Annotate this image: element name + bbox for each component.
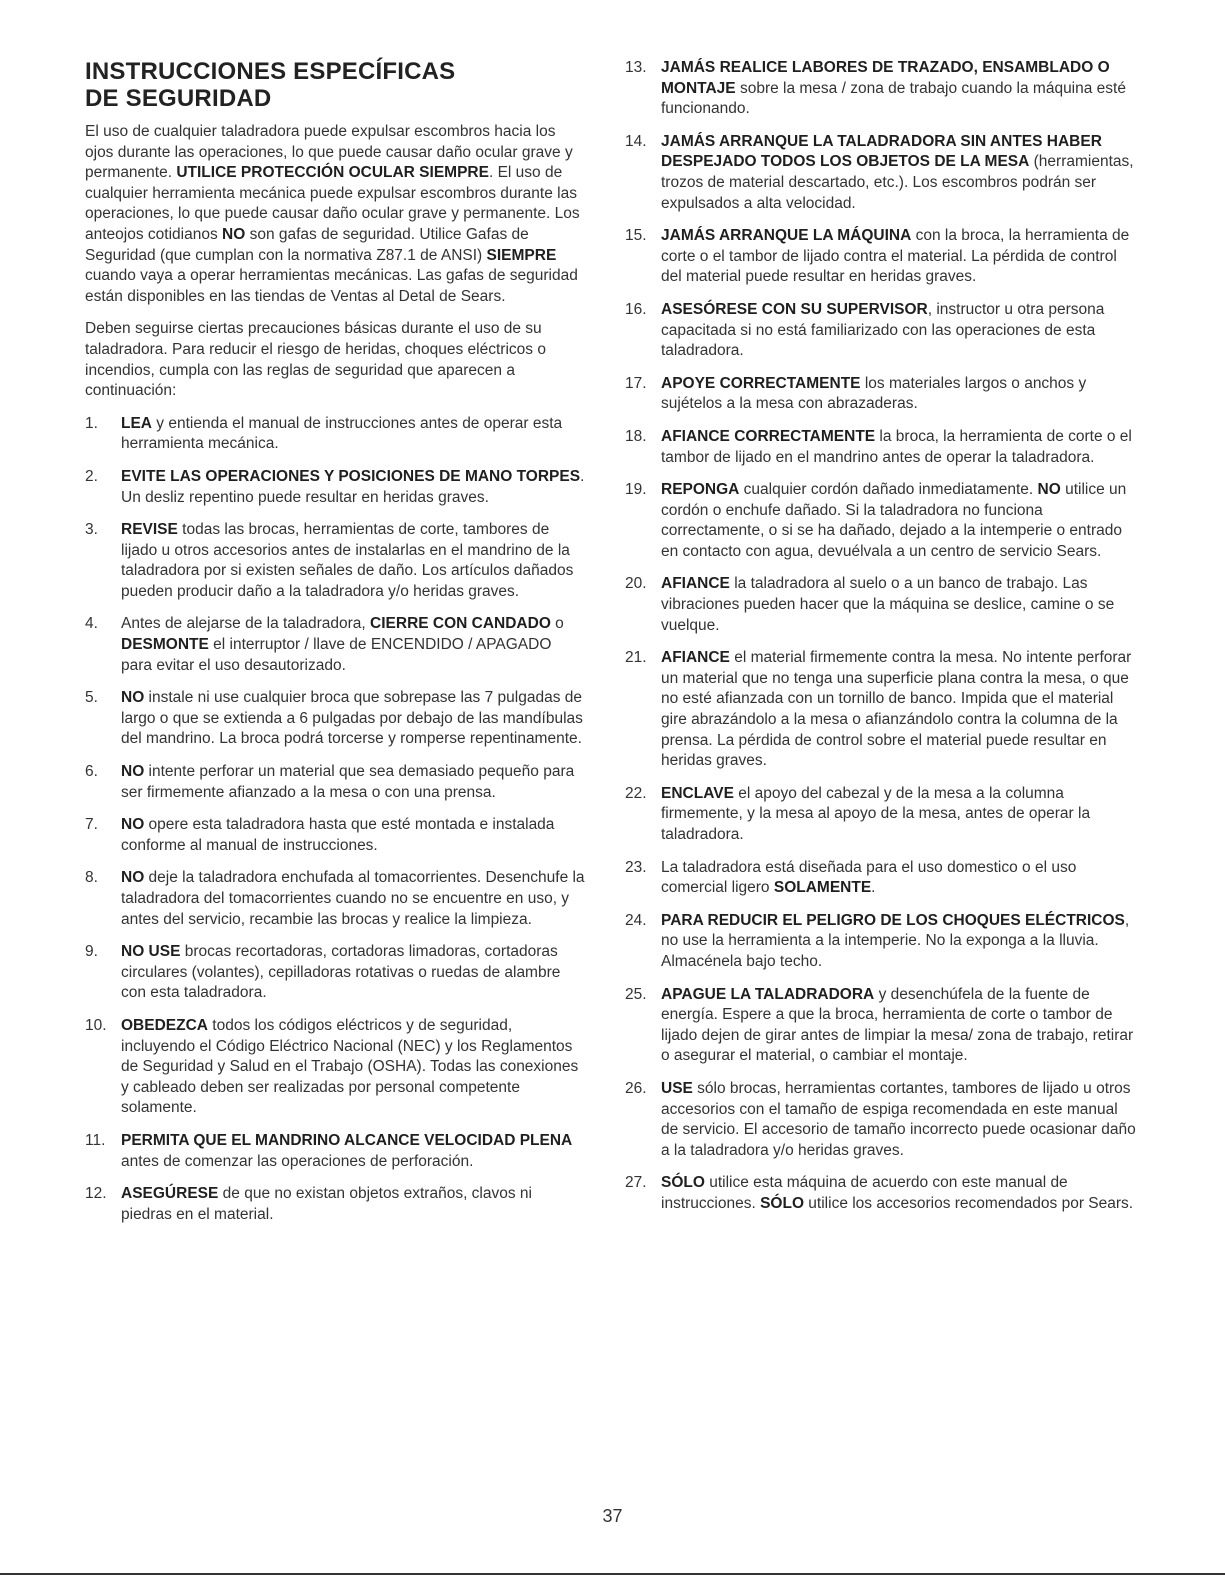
item-text xyxy=(661,133,1134,212)
safety-list-item xyxy=(625,374,1137,415)
body-text: y desenchúfela de la fuente de energía. Espere a que la broca, herramienta de corte o tambor de lijado dejen de girar antes de limpiar la mesa/ zona de trabajo, retirar o asegurar el material, o cambiar el montaje. xyxy=(661,985,1134,1065)
emphasis-text: NO xyxy=(121,869,145,887)
body-text: antes de comenzar las operaciones de perforación. xyxy=(121,1152,474,1170)
emphasis-text: ENCLAVE xyxy=(661,784,734,802)
safety-list-item xyxy=(625,132,1137,214)
body-text: sobre la mesa / zona de trabajo cuando la máquina esté funcionando. xyxy=(661,79,1126,118)
emphasis-text: SÓLO xyxy=(661,1174,705,1192)
body-text: , instructor u otra persona capacitada si no está familiarizado con las operaciones de esta taladradora. xyxy=(661,300,1105,360)
left-column xyxy=(85,58,585,1237)
body-text: intente perforar un material que sea demasiado pequeño para ser firmemente afianzado a la mesa o con una prensa. xyxy=(121,763,575,801)
item-number: 17. xyxy=(625,374,647,392)
safety-list-item xyxy=(85,520,585,602)
emphasis-text: SIEMPRE xyxy=(486,246,557,264)
safety-list-item xyxy=(625,300,1137,362)
safety-list-left xyxy=(85,414,585,1226)
body-text: opere esta taladradora hasta que esté montada e instalada conforme al manual de instrucciones. xyxy=(121,816,555,854)
body-text: utilice un cordón o enchufe dañado. Si la taladradora no funciona correctamente, o si se ha dañado, dejado a la intemperie o entrado en contacto con agua, devuélvala a un centro de servicio Sears. xyxy=(661,481,1127,560)
safety-list-item xyxy=(625,911,1137,973)
item-text xyxy=(121,1017,578,1116)
safety-list-item xyxy=(85,942,585,1004)
body-text: utilice esta máquina de acuerdo con este manual de instrucciones. xyxy=(661,1174,1068,1212)
body-text: brocas recortadoras, cortadoras limadoras, cortadoras circulares (volantes), cepilladoras rotativas o ruedas de alambre con esta taladradora. xyxy=(121,943,561,1002)
body-text: los materiales largos o anchos y sujételos a la mesa con abrazaderas. xyxy=(661,374,1087,413)
item-text xyxy=(121,763,574,801)
intro-paragraphs xyxy=(85,122,585,402)
item-number: 9. xyxy=(85,943,98,961)
safety-list-right xyxy=(625,58,1137,1215)
body-text: (herramientas, trozos de material descartado, etc.). Los escombros podrán ser expulsados a alta velocidad. xyxy=(661,153,1134,212)
item-text xyxy=(121,816,554,854)
item-number: 1. xyxy=(85,414,98,432)
item-number: 20. xyxy=(625,575,647,593)
safety-list-item xyxy=(85,614,585,676)
emphasis-text: SOLAMENTE xyxy=(773,879,872,897)
item-text xyxy=(121,1185,532,1223)
emphasis-text: NO xyxy=(121,763,145,781)
item-number: 3. xyxy=(85,521,98,539)
intro-paragraph xyxy=(85,319,585,401)
body-text: cuando vaya a operar herramientas mecánicas. Las gafas de seguridad están disponibles en las tiendas de Ventas al Detal de Sears. xyxy=(85,267,578,305)
item-number: 7. xyxy=(85,816,98,834)
item-number: 26. xyxy=(625,1079,647,1097)
safety-list-item xyxy=(85,868,585,930)
item-number: 4. xyxy=(85,615,98,633)
body-text: de que no existan objetos extraños, clavos ni piedras en el material. xyxy=(121,1185,532,1223)
item-number: 22. xyxy=(625,784,647,802)
item-text xyxy=(121,869,585,927)
emphasis-text: CIERRE CON CANDADO xyxy=(370,615,551,633)
safety-list-item xyxy=(625,985,1137,1067)
bottom-rule xyxy=(0,1573,1225,1575)
item-text xyxy=(661,859,1076,897)
body-text: , no use la herramienta a la intemperie. No la exponga a la lluvia. Almacénela bajo techo. xyxy=(661,911,1130,970)
body-text: sólo brocas, herramientas cortantes, tambores de lijado u otros accesorios con el tamaño de espiga recomendada en este manual de servicio. El accesorio de tamaño incorrecto puede ocasionar daño a la taladradora y/o heridas graves. xyxy=(661,1079,1136,1159)
section-title xyxy=(85,58,585,112)
safety-list-item xyxy=(625,784,1137,846)
body-text: el interruptor / llave de ENCENDIDO / APAGADO para evitar el uso desautorizado. xyxy=(121,636,552,674)
item-number: 13. xyxy=(625,59,647,76)
page-number: 37 xyxy=(602,1506,623,1526)
item-text xyxy=(121,468,584,506)
safety-list-item xyxy=(625,574,1137,636)
body-text: Deben seguirse ciertas precauciones básicas durante el uso de su taladradora. Para reducir el riesgo de heridas, choques eléctricos o incendios, cumpla con las reglas de seguridad que aparecen a continuación: xyxy=(85,320,546,400)
body-text: . xyxy=(871,879,876,897)
emphasis-text: APAGUE LA TALADRADORA xyxy=(661,985,875,1003)
item-text xyxy=(661,428,1132,466)
emphasis-text: PARA REDUCIR EL PELIGRO DE LOS CHOQUES ELÉCTRICOS xyxy=(661,911,1125,929)
item-text xyxy=(661,1080,1136,1159)
body-text: todas las brocas, herramientas de corte, tambores de lijado u otros accesorios antes de instalarlas en el mandrino de la taladradora por si existen señales de daño. Los artículos dañados pueden producir daño a la taladradora y/o heridas graves. xyxy=(121,521,574,600)
body-text: y entienda el manual de instrucciones antes de operar esta herramienta mecánica. xyxy=(121,414,563,453)
item-text xyxy=(661,481,1126,560)
body-text: . El uso de cualquier herramienta mecánica puede expulsar escombros durante las operaciones, lo que puede causar daño ocular grave y permanente. Los anteojos cotidianos xyxy=(85,164,580,243)
emphasis-text: AFIANCE xyxy=(661,575,730,593)
emphasis-text: UTILICE PROTECCIÓN OCULAR SIEMPRE xyxy=(176,164,489,182)
item-text xyxy=(661,227,1129,285)
body-text: la taladradora al suelo o a un banco de trabajo. Las vibraciones pueden hacer que la máquina se deslice, camine o se vuelque. xyxy=(661,575,1115,634)
item-text xyxy=(121,521,573,600)
body-text: todos los códigos eléctricos y de seguridad, incluyendo el Código Eléctrico Nacional (NEC) y los Reglamentos de Seguridad y Salud en el Trabajo (OSHA). Todas las conexiones y cableado deben ser realizadas por personal competente solamente. xyxy=(121,1016,579,1117)
item-text xyxy=(661,375,1086,413)
item-text xyxy=(661,59,1126,117)
item-number: 25. xyxy=(625,985,647,1003)
emphasis-text: NO xyxy=(1037,481,1061,499)
body-text: . Un desliz repentino puede resultar en heridas graves. xyxy=(121,467,585,506)
item-number: 23. xyxy=(625,858,647,876)
body-text: utilice los accesorios recomendados por Sears. xyxy=(804,1194,1134,1212)
emphasis-text: OBEDEZCA xyxy=(121,1016,208,1034)
item-number: 15. xyxy=(625,227,647,245)
item-text xyxy=(661,649,1131,769)
body-text: deje la taladradora enchufada al tomacorrientes. Desenchufe la taladradora del tomacorrientes cuando no se encuentre en uso, y antes del servicio, recambie las brocas y realice la limpieza. xyxy=(121,869,585,928)
safety-list-item xyxy=(85,1184,585,1225)
item-number: 2. xyxy=(85,467,98,485)
emphasis-text: REPONGA xyxy=(661,481,740,499)
body-text: Antes de alejarse de la taladradora, xyxy=(121,615,371,633)
item-text xyxy=(661,986,1133,1065)
item-number: 11. xyxy=(85,1131,106,1149)
item-text xyxy=(661,912,1129,970)
emphasis-text: SÓLO xyxy=(760,1194,804,1212)
body-text: La taladradora está diseñada para el uso domestico o el uso comercial ligero xyxy=(661,858,1077,897)
item-number: 12. xyxy=(85,1185,107,1203)
safety-list-item xyxy=(85,414,585,455)
item-number: 21. xyxy=(625,649,647,667)
safety-list-item xyxy=(625,226,1137,288)
safety-list-item xyxy=(625,1173,1137,1214)
safety-list-item xyxy=(625,480,1137,562)
safety-list-item xyxy=(625,648,1137,772)
emphasis-text: NO USE xyxy=(121,943,181,961)
emphasis-text: USE xyxy=(661,1079,693,1097)
emphasis-text: NO xyxy=(222,225,246,243)
safety-list-item xyxy=(625,58,1137,120)
emphasis-text: NO xyxy=(121,689,145,707)
safety-list-item xyxy=(85,762,585,803)
item-text xyxy=(661,301,1104,359)
emphasis-text: EVITE LAS OPERACIONES Y POSICIONES DE MANO TORPES xyxy=(121,467,581,485)
item-number: 5. xyxy=(85,689,98,707)
emphasis-text: JAMÁS ARRANQUE LA MÁQUINA xyxy=(661,227,912,245)
body-text: o xyxy=(550,615,564,633)
right-column xyxy=(625,58,1137,1227)
body-text: la broca, la herramienta de corte o el tambor de lijado en el mandrino antes de operar la taladradora. xyxy=(661,427,1132,466)
item-text xyxy=(121,689,583,747)
item-number: 8. xyxy=(85,869,98,887)
safety-list-item xyxy=(85,1131,585,1172)
item-number: 19. xyxy=(625,481,647,499)
safety-list-item xyxy=(85,1016,585,1119)
title-line-2: DE SEGURIDAD xyxy=(85,85,272,112)
intro-paragraph xyxy=(85,122,585,307)
body-text: son gafas de seguridad. Utilice Gafas de Seguridad (que cumplan con la normativa Z87.1 de ANSI) xyxy=(85,225,529,264)
item-number: 6. xyxy=(85,763,98,781)
emphasis-text: APOYE CORRECTAMENTE xyxy=(661,374,861,392)
emphasis-text: LEA xyxy=(121,414,152,432)
title-line-1: INSTRUCCIONES ESPECÍFICAS xyxy=(85,58,456,85)
item-text xyxy=(121,415,562,453)
safety-list-item xyxy=(625,1079,1137,1161)
item-text xyxy=(661,575,1114,633)
body-text: el material firmemente contra la mesa. No intente perforar un material que no tenga una superficie plana contra la mesa, o que no esté afianzada con un tornillo de banco. Impida que el material gire abrazándolo a la mesa o afianzándolo contra la columna de la prensa. La pérdida de control sobre el material puede resultar en heridas graves. xyxy=(661,649,1132,770)
body-text: El uso de cualquier taladradora puede expulsar escombros hacia los ojos durante las operaciones, lo que puede causar daño ocular grave y permanente. xyxy=(85,123,573,182)
item-text xyxy=(661,1174,1133,1212)
safety-list-item xyxy=(625,858,1137,899)
emphasis-text: PERMITA QUE EL MANDRINO ALCANCE VELOCIDAD PLENA xyxy=(121,1131,573,1149)
item-number: 10. xyxy=(85,1016,107,1034)
emphasis-text: AFIANCE CORRECTAMENTE xyxy=(661,427,876,445)
body-text: el apoyo del cabezal y de la mesa a la columna firmemente, y la mesa al apoyo de la mesa, antes de operar la taladradora. xyxy=(661,784,1091,843)
item-number: 18. xyxy=(625,427,647,445)
emphasis-text: ASESÓRESE CON SU SUPERVISOR xyxy=(661,300,928,318)
safety-list-item xyxy=(85,688,585,750)
item-text xyxy=(121,1132,572,1170)
body-text: instale ni use cualquier broca que sobrepase las 7 pulgadas de largo o que se extienda a 6 pulgadas por debajo de las mandíbulas del mandrino. La broca podrá torcerse y romperse repentinamente. xyxy=(121,689,583,748)
item-number: 27. xyxy=(625,1174,647,1192)
emphasis-text: ASEGÚRESE xyxy=(121,1185,219,1203)
item-number: 14. xyxy=(625,132,647,150)
emphasis-text: JAMÁS ARRANQUE LA TALADRADORA SIN ANTES HABER DESPEJADO TODOS LOS OBJETOS DE LA MESA xyxy=(661,132,1102,171)
emphasis-text: DESMONTE xyxy=(121,636,209,654)
item-text xyxy=(121,943,560,1001)
safety-list-item xyxy=(625,427,1137,468)
emphasis-text: NO xyxy=(121,816,145,834)
item-number: 24. xyxy=(625,911,647,929)
safety-list-item xyxy=(85,467,585,508)
item-text xyxy=(121,615,564,673)
item-text xyxy=(661,785,1090,843)
body-text: con la broca, la herramienta de corte o el tambor de lijado contra el material. La pérdida de control del material puede resultar en heridas graves. xyxy=(661,227,1130,286)
safety-list-item xyxy=(85,815,585,856)
item-number: 16. xyxy=(625,300,647,318)
emphasis-text: REVISE xyxy=(121,521,178,539)
emphasis-text: JAMÁS REALICE LABORES DE TRAZADO, ENSAMBLADO O MONTAJE xyxy=(661,59,1110,97)
body-text: cualquier cordón dañado inmediatamente. xyxy=(739,481,1038,499)
emphasis-text: AFIANCE xyxy=(661,649,730,667)
